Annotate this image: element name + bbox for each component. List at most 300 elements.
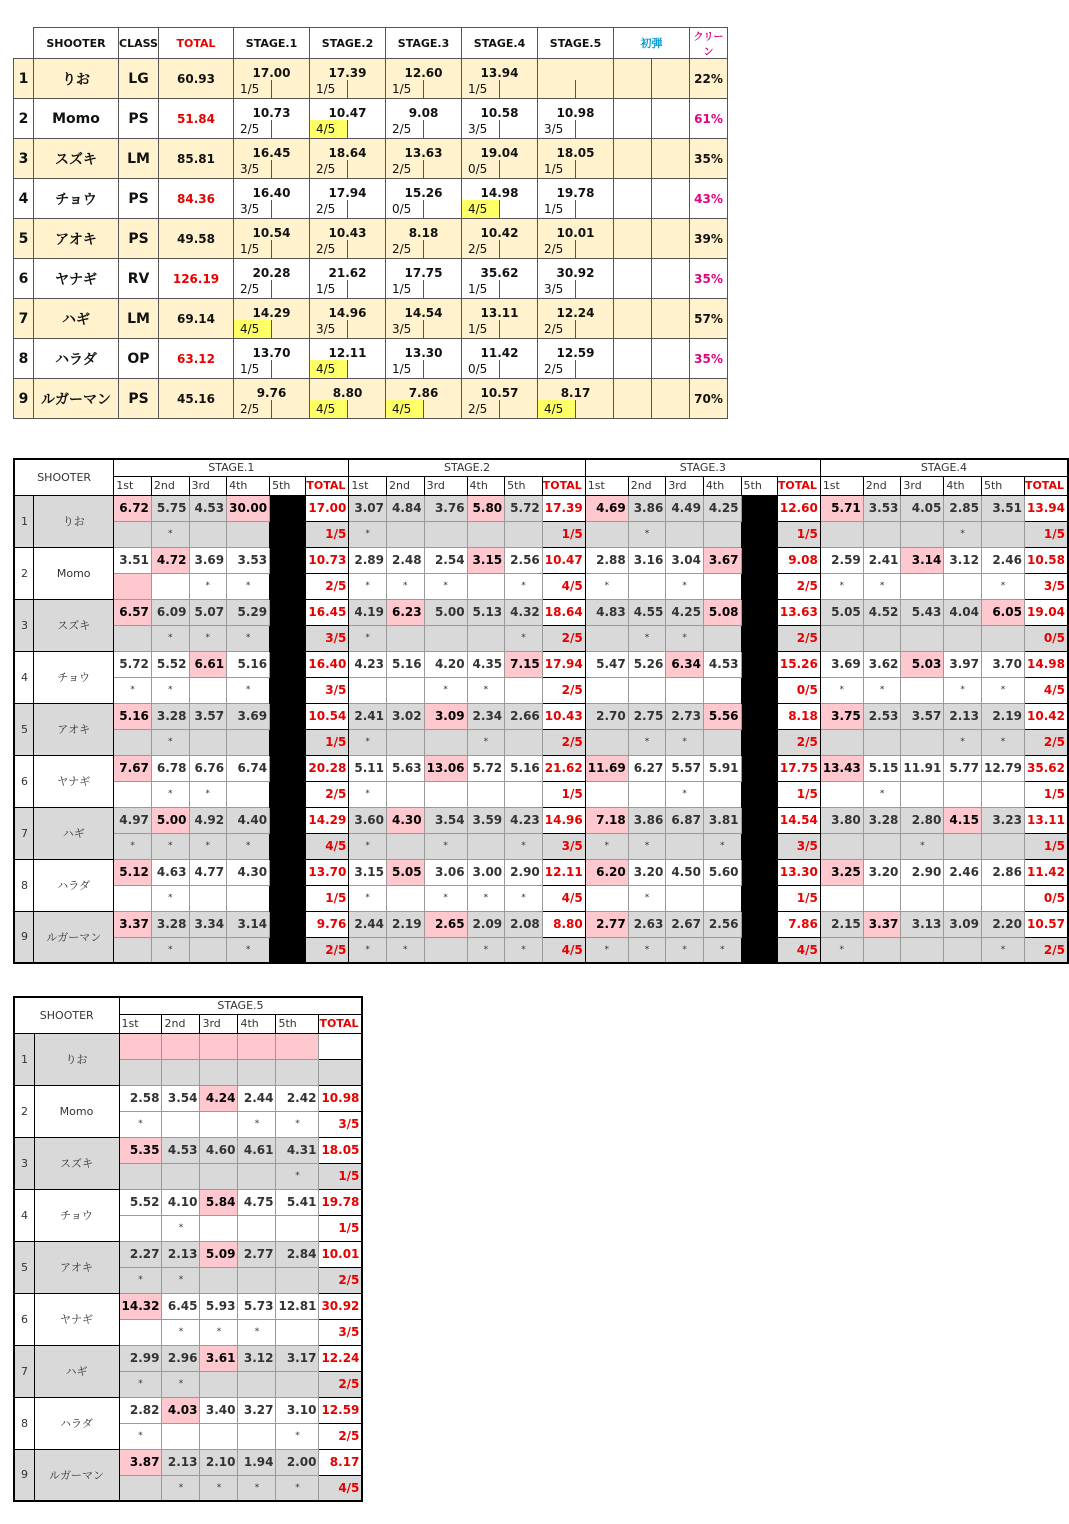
stage-hits: 2/5 bbox=[1024, 937, 1068, 963]
stage-total: 17.39 bbox=[542, 495, 585, 521]
row-number: 3 bbox=[14, 139, 34, 179]
shooter-marks-row bbox=[14, 781, 1068, 807]
stage-detail-table-5 bbox=[13, 996, 363, 1502]
shot-header: 4th bbox=[703, 476, 741, 495]
split-time: 2.56 bbox=[505, 547, 543, 573]
clean-percent: 39% bbox=[690, 219, 728, 259]
stage-time: 14.54 bbox=[386, 299, 462, 320]
split-time: 3.60 bbox=[349, 807, 387, 833]
shooter-name: ハギ bbox=[34, 299, 119, 339]
hit-mark bbox=[863, 521, 901, 547]
row-number: 4 bbox=[14, 651, 34, 703]
hit-mark bbox=[200, 1059, 238, 1085]
hit-mark bbox=[901, 625, 944, 651]
stage-hits: 2/5 bbox=[538, 360, 576, 379]
hit-mark: * bbox=[820, 937, 863, 963]
hit-mark: * bbox=[276, 1423, 319, 1449]
split-time: 5.52 bbox=[151, 651, 189, 677]
stage-hits: 2/5 bbox=[306, 573, 349, 599]
stage-total: 12.59 bbox=[319, 1397, 362, 1423]
row-number: 6 bbox=[14, 259, 34, 299]
clean-percent: 43% bbox=[690, 179, 728, 219]
split-time: 3.80 bbox=[820, 807, 863, 833]
clean-percent: 70% bbox=[690, 379, 728, 419]
split-time: 7.18 bbox=[585, 807, 628, 833]
shooter-class: LM bbox=[119, 299, 159, 339]
hit-mark bbox=[386, 781, 424, 807]
stage-total: 14.96 bbox=[542, 807, 585, 833]
stage-hits: 3/5 bbox=[319, 1111, 362, 1137]
stage-time: 13.63 bbox=[386, 139, 462, 160]
row-number: 2 bbox=[14, 547, 34, 599]
stage-time: 13.94 bbox=[462, 59, 538, 80]
hit-mark: * bbox=[227, 677, 270, 703]
shot-header: 5th bbox=[981, 476, 1024, 495]
hit-mark bbox=[424, 781, 467, 807]
stage-hits: 2/5 bbox=[777, 729, 820, 755]
split-time: 2.73 bbox=[666, 703, 704, 729]
hit-mark bbox=[200, 1423, 238, 1449]
shot-header: 3rd bbox=[424, 476, 467, 495]
hit-mark bbox=[119, 1475, 162, 1501]
split-time: 3.27 bbox=[238, 1397, 276, 1423]
hit-mark bbox=[703, 885, 741, 911]
hit-mark: * bbox=[467, 937, 505, 963]
hit-mark bbox=[386, 521, 424, 547]
hit-mark: * bbox=[505, 885, 543, 911]
shooter-name: アオキ bbox=[34, 1241, 119, 1293]
split-time: 5.16 bbox=[227, 651, 270, 677]
hit-mark: * bbox=[227, 833, 270, 859]
stage-hits: 4/5 bbox=[542, 937, 585, 963]
unused-shot-cell bbox=[270, 807, 306, 859]
hit-mark bbox=[666, 885, 704, 911]
first-shot-cell bbox=[614, 179, 652, 219]
total-time: 63.12 bbox=[159, 339, 234, 379]
hit-mark bbox=[119, 1163, 162, 1189]
header-stage3: STAGE.3 bbox=[386, 28, 462, 59]
summary-row bbox=[14, 59, 728, 80]
split-time: 5.77 bbox=[944, 755, 982, 781]
shooter-marks-row bbox=[14, 677, 1068, 703]
hit-mark: * bbox=[162, 1371, 200, 1397]
hit-mark: * bbox=[628, 833, 666, 859]
stage-header: STAGE.2 bbox=[349, 459, 585, 476]
stage-total: 16.40 bbox=[306, 651, 349, 677]
shooter-class: OP bbox=[119, 339, 159, 379]
stage-time: 8.17 bbox=[538, 379, 614, 400]
stage-hits: 0/5 bbox=[1024, 625, 1068, 651]
stage-total: 15.26 bbox=[777, 651, 820, 677]
split-time: 5.91 bbox=[703, 755, 741, 781]
split-time: 3.62 bbox=[863, 651, 901, 677]
split-time: 2.82 bbox=[119, 1397, 162, 1423]
hit-mark: * bbox=[981, 937, 1024, 963]
first-shot-cell bbox=[652, 299, 690, 339]
summary-row bbox=[14, 299, 728, 320]
split-time: 3.86 bbox=[628, 495, 666, 521]
split-time: 3.87 bbox=[119, 1449, 162, 1475]
hit-mark bbox=[820, 885, 863, 911]
row-number: 7 bbox=[14, 807, 34, 859]
stage-time: 10.73 bbox=[234, 99, 310, 120]
row-number: 9 bbox=[14, 1449, 34, 1501]
shooter-times-row bbox=[14, 911, 1068, 937]
hit-mark bbox=[189, 885, 227, 911]
split-time: 2.09 bbox=[467, 911, 505, 937]
split-time: 3.15 bbox=[349, 859, 387, 885]
hit-mark bbox=[238, 1059, 276, 1085]
unused-shot-cell bbox=[741, 651, 777, 703]
stage-hits: 3/5 bbox=[306, 677, 349, 703]
split-time: 3.17 bbox=[276, 1345, 319, 1371]
stage-hits: 1/5 bbox=[538, 160, 576, 179]
split-time: 4.31 bbox=[276, 1137, 319, 1163]
hit-mark: * bbox=[863, 781, 901, 807]
split-time: 4.25 bbox=[666, 599, 704, 625]
shot-header: 1st bbox=[349, 476, 387, 495]
hit-mark: * bbox=[200, 1319, 238, 1345]
unused-shot-cell bbox=[270, 703, 306, 755]
split-time: 6.45 bbox=[162, 1293, 200, 1319]
stage-hits: 2/5 bbox=[306, 937, 349, 963]
stage-hits-spacer bbox=[576, 400, 614, 419]
shooter-marks-row bbox=[14, 833, 1068, 859]
hit-mark: * bbox=[944, 729, 982, 755]
hit-mark: * bbox=[189, 573, 227, 599]
shooter-times-row bbox=[14, 495, 1068, 521]
stage-total: 30.92 bbox=[319, 1293, 362, 1319]
shooter-times-row bbox=[14, 547, 1068, 573]
hit-mark: * bbox=[227, 625, 270, 651]
split-time: 4.75 bbox=[238, 1189, 276, 1215]
stage-hits-spacer bbox=[348, 200, 386, 219]
stage-hits-spacer bbox=[424, 360, 462, 379]
stage-time: 10.42 bbox=[462, 219, 538, 240]
hit-mark bbox=[114, 885, 152, 911]
first-shot-cell bbox=[652, 219, 690, 259]
split-time: 2.66 bbox=[505, 703, 543, 729]
split-time: 4.15 bbox=[944, 807, 982, 833]
hit-mark: * bbox=[628, 625, 666, 651]
hit-mark: * bbox=[200, 1475, 238, 1501]
split-time: 3.04 bbox=[666, 547, 704, 573]
unused-shot-cell bbox=[741, 859, 777, 911]
split-time: 5.16 bbox=[114, 703, 152, 729]
stage-hits: 2/5 bbox=[310, 160, 348, 179]
stage-hits-spacer bbox=[424, 160, 462, 179]
stage-time: 9.08 bbox=[386, 99, 462, 120]
hit-mark: * bbox=[386, 573, 424, 599]
unused-shot-cell bbox=[741, 495, 777, 547]
stage-hits-spacer bbox=[348, 120, 386, 139]
hit-mark: * bbox=[119, 1423, 162, 1449]
split-time: 4.19 bbox=[349, 599, 387, 625]
stage-time: 14.29 bbox=[234, 299, 310, 320]
hit-mark bbox=[585, 885, 628, 911]
row-number: 5 bbox=[14, 219, 34, 259]
row-number: 1 bbox=[14, 1033, 34, 1085]
hit-mark bbox=[238, 1163, 276, 1189]
stage-hits: 3/5 bbox=[462, 120, 500, 139]
shot-header: 5th bbox=[505, 476, 543, 495]
split-time: 2.99 bbox=[119, 1345, 162, 1371]
split-time: 4.53 bbox=[189, 495, 227, 521]
hit-mark bbox=[424, 729, 467, 755]
hit-mark: * bbox=[628, 521, 666, 547]
unused-shot-cell bbox=[270, 651, 306, 703]
stage-hits-spacer bbox=[272, 240, 310, 259]
split-time: 2.44 bbox=[238, 1085, 276, 1111]
stage-hits: 3/5 bbox=[386, 320, 424, 339]
hit-mark: * bbox=[505, 937, 543, 963]
shooter-marks-row bbox=[14, 521, 1068, 547]
hit-mark: * bbox=[666, 729, 704, 755]
split-time: 4.92 bbox=[189, 807, 227, 833]
stage-hits: 1/5 bbox=[319, 1163, 362, 1189]
stage-hits: 2/5 bbox=[386, 240, 424, 259]
split-time: 12.79 bbox=[981, 755, 1024, 781]
split-time: 3.59 bbox=[467, 807, 505, 833]
unused-shot-cell bbox=[741, 547, 777, 599]
split-time: 4.97 bbox=[114, 807, 152, 833]
stage-hits: 2/5 bbox=[542, 729, 585, 755]
split-time: 2.96 bbox=[162, 1345, 200, 1371]
hit-mark: * bbox=[151, 937, 189, 963]
hit-mark bbox=[238, 1267, 276, 1293]
split-time: 2.84 bbox=[276, 1241, 319, 1267]
hit-mark bbox=[189, 937, 227, 963]
split-time: 3.69 bbox=[820, 651, 863, 677]
shooter-marks-row bbox=[14, 885, 1068, 911]
stage-hits: 1/5 bbox=[542, 521, 585, 547]
split-time bbox=[119, 1033, 162, 1059]
stage-time: 10.58 bbox=[462, 99, 538, 120]
split-time: 1.94 bbox=[238, 1449, 276, 1475]
stage-hits: 1/5 bbox=[306, 521, 349, 547]
shooter-class: PS bbox=[119, 379, 159, 419]
stage-hits: 4/5 bbox=[310, 400, 348, 419]
split-time: 5.09 bbox=[200, 1241, 238, 1267]
split-time: 2.58 bbox=[119, 1085, 162, 1111]
stage-total: 10.43 bbox=[542, 703, 585, 729]
hit-mark bbox=[703, 677, 741, 703]
hit-mark: * bbox=[119, 1267, 162, 1293]
shot-header: 3rd bbox=[189, 476, 227, 495]
stage-hits: 1/5 bbox=[1024, 781, 1068, 807]
stage-hits: 4/5 bbox=[1024, 677, 1068, 703]
split-time: 2.85 bbox=[944, 495, 982, 521]
stage-header: STAGE.5 bbox=[119, 997, 362, 1014]
shooter-name: ハラダ bbox=[34, 859, 114, 911]
stage-hits-spacer bbox=[500, 240, 538, 259]
split-time: 5.56 bbox=[703, 703, 741, 729]
split-time: 2.86 bbox=[981, 859, 1024, 885]
split-time: 6.09 bbox=[151, 599, 189, 625]
clean-percent: 22% bbox=[690, 59, 728, 99]
split-time: 11.91 bbox=[901, 755, 944, 781]
stage-hits: 2/5 bbox=[234, 120, 272, 139]
split-time: 3.51 bbox=[114, 547, 152, 573]
split-time: 4.50 bbox=[666, 859, 704, 885]
stage-hits-spacer bbox=[348, 400, 386, 419]
stage-hits-spacer bbox=[500, 120, 538, 139]
hit-mark: * bbox=[349, 625, 387, 651]
split-time: 4.72 bbox=[151, 547, 189, 573]
split-time: 6.57 bbox=[114, 599, 152, 625]
shooter-name: Momo bbox=[34, 547, 114, 599]
header-stage4: STAGE.4 bbox=[462, 28, 538, 59]
split-time: 5.47 bbox=[585, 651, 628, 677]
shooter-times-row bbox=[14, 755, 1068, 781]
hit-mark bbox=[227, 521, 270, 547]
shooter-class: LG bbox=[119, 59, 159, 99]
shooter-class: RV bbox=[119, 259, 159, 299]
stage-hits-spacer bbox=[272, 400, 310, 419]
stage-hits-spacer bbox=[272, 120, 310, 139]
unused-shot-cell bbox=[270, 911, 306, 963]
split-time: 3.53 bbox=[863, 495, 901, 521]
hit-mark bbox=[200, 1371, 238, 1397]
hit-mark: * bbox=[276, 1163, 319, 1189]
hit-mark bbox=[820, 781, 863, 807]
row-number: 3 bbox=[14, 599, 34, 651]
split-time: 2.88 bbox=[585, 547, 628, 573]
stage-total-header: TOTAL bbox=[542, 476, 585, 495]
split-time: 11.69 bbox=[585, 755, 628, 781]
stage-time: 10.01 bbox=[538, 219, 614, 240]
split-time: 2.63 bbox=[628, 911, 666, 937]
unused-shot-cell bbox=[270, 599, 306, 651]
stage-hits: 1/5 bbox=[777, 521, 820, 547]
stage-hits: 2/5 bbox=[462, 400, 500, 419]
stage-total-header: TOTAL bbox=[777, 476, 820, 495]
split-time: 5.00 bbox=[424, 599, 467, 625]
split-time: 5.11 bbox=[349, 755, 387, 781]
hit-mark bbox=[981, 781, 1024, 807]
hit-mark bbox=[386, 729, 424, 755]
split-time: 3.28 bbox=[863, 807, 901, 833]
shooter-times-row bbox=[14, 1345, 362, 1371]
hit-mark bbox=[585, 781, 628, 807]
split-time: 2.48 bbox=[386, 547, 424, 573]
hit-mark bbox=[276, 1059, 319, 1085]
stage-hits-spacer bbox=[348, 80, 386, 99]
shot-header: 4th bbox=[227, 476, 270, 495]
split-time: 3.69 bbox=[189, 547, 227, 573]
stage-hits: 1/5 bbox=[310, 280, 348, 299]
header-stage1: STAGE.1 bbox=[234, 28, 310, 59]
stage-hits: 0/5 bbox=[777, 677, 820, 703]
unused-shot-cell bbox=[741, 703, 777, 755]
unused-shot-cell bbox=[741, 807, 777, 859]
stage-time: 10.54 bbox=[234, 219, 310, 240]
split-time: 5.57 bbox=[666, 755, 704, 781]
header-shooter: SHOOTER bbox=[14, 459, 114, 495]
stage-hits: 3/5 bbox=[1024, 573, 1068, 599]
hit-mark bbox=[666, 521, 704, 547]
stage-hits: 1/5 bbox=[386, 280, 424, 299]
hit-mark: * bbox=[666, 573, 704, 599]
stage-hits: 4/5 bbox=[310, 120, 348, 139]
hit-mark: * bbox=[386, 937, 424, 963]
stage-hits: 2/5 bbox=[777, 573, 820, 599]
stage-total: 10.98 bbox=[319, 1085, 362, 1111]
split-time: 2.19 bbox=[386, 911, 424, 937]
hit-mark bbox=[151, 573, 189, 599]
header-total: TOTAL bbox=[159, 28, 234, 59]
hit-mark: * bbox=[189, 781, 227, 807]
stage-hits-spacer bbox=[424, 280, 462, 299]
shot-header: 2nd bbox=[162, 1014, 200, 1033]
split-time: 5.43 bbox=[901, 599, 944, 625]
stage-total: 12.60 bbox=[777, 495, 820, 521]
stage-hits: 2/5 bbox=[234, 400, 272, 419]
hit-mark bbox=[703, 781, 741, 807]
stage-hits: 0/5 bbox=[462, 160, 500, 179]
stage-header: STAGE.1 bbox=[114, 459, 349, 476]
hit-mark: * bbox=[666, 625, 704, 651]
stage-hits: 3/5 bbox=[777, 833, 820, 859]
shot-header: 5th bbox=[276, 1014, 319, 1033]
split-time: 5.84 bbox=[200, 1189, 238, 1215]
hit-mark: * bbox=[505, 625, 543, 651]
stage-time: 11.42 bbox=[462, 339, 538, 360]
split-time: 5.93 bbox=[200, 1293, 238, 1319]
hit-mark: * bbox=[151, 833, 189, 859]
stage-total: 17.75 bbox=[777, 755, 820, 781]
split-time: 4.69 bbox=[585, 495, 628, 521]
hit-mark bbox=[386, 625, 424, 651]
split-time: 7.15 bbox=[505, 651, 543, 677]
split-time: 2.27 bbox=[119, 1241, 162, 1267]
split-time: 30.00 bbox=[227, 495, 270, 521]
shooter-times-row bbox=[14, 859, 1068, 885]
split-time: 4.30 bbox=[227, 859, 270, 885]
split-time: 3.09 bbox=[944, 911, 982, 937]
stage-hits: 0/5 bbox=[1024, 885, 1068, 911]
split-time: 5.05 bbox=[386, 859, 424, 885]
total-time: 60.93 bbox=[159, 59, 234, 99]
stage-time: 13.70 bbox=[234, 339, 310, 360]
hit-mark bbox=[863, 885, 901, 911]
split-time: 3.61 bbox=[200, 1345, 238, 1371]
shooter-name: チョウ bbox=[34, 1189, 119, 1241]
first-shot-cell bbox=[614, 219, 652, 259]
header-shooter: SHOOTER bbox=[14, 997, 119, 1033]
hit-mark bbox=[863, 833, 901, 859]
row-number: 1 bbox=[14, 59, 34, 99]
split-time: 3.12 bbox=[944, 547, 982, 573]
hit-mark: * bbox=[901, 833, 944, 859]
shot-header: 5th bbox=[270, 476, 306, 495]
hit-mark bbox=[189, 521, 227, 547]
stage-hits: 1/5 bbox=[462, 280, 500, 299]
hit-mark bbox=[901, 781, 944, 807]
unused-shot-cell bbox=[741, 599, 777, 651]
shooter-name: ハラダ bbox=[34, 339, 119, 379]
split-time: 3.81 bbox=[703, 807, 741, 833]
hit-mark bbox=[981, 625, 1024, 651]
hit-mark bbox=[424, 521, 467, 547]
shooter-name: チョウ bbox=[34, 179, 119, 219]
stage-time: 14.98 bbox=[462, 179, 538, 200]
split-time: 3.20 bbox=[863, 859, 901, 885]
hit-mark: * bbox=[666, 781, 704, 807]
hit-mark: * bbox=[424, 885, 467, 911]
shooter-name: ハギ bbox=[34, 807, 114, 859]
stage-time: 12.59 bbox=[538, 339, 614, 360]
